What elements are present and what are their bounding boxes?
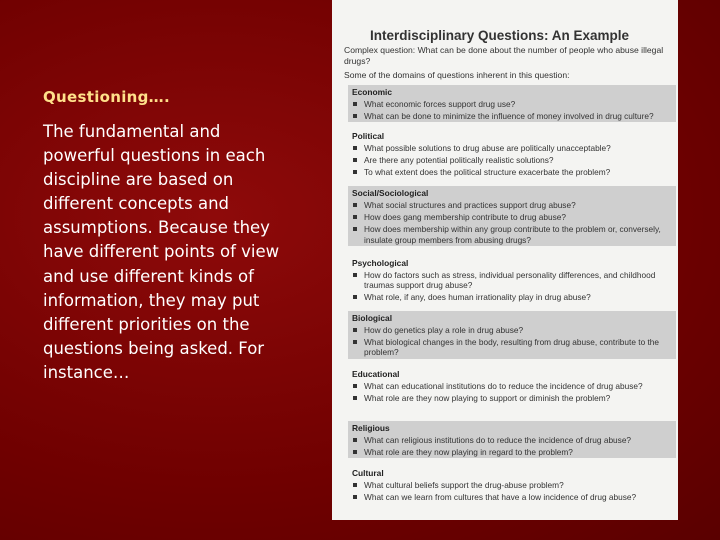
section-social bbox=[348, 186, 676, 246]
bullet-icon bbox=[353, 450, 357, 454]
question-item: What role are they now playing in regard to the problem? bbox=[348, 446, 676, 458]
section-title: Economic bbox=[352, 87, 393, 97]
bullet-icon bbox=[353, 295, 357, 299]
section-title: Cultural bbox=[352, 468, 384, 478]
question-item: Are there any potential politically realistic solutions? bbox=[348, 154, 676, 166]
question-item: What economic forces support drug use? bbox=[348, 98, 676, 110]
section-political bbox=[348, 129, 676, 179]
question-item: What role, if any, does human irrationality play in drug abuse? bbox=[348, 291, 676, 303]
question-item: What role are they now playing to support or diminish the problem? bbox=[348, 392, 676, 404]
bullet-icon bbox=[353, 438, 357, 442]
scanned-example-page bbox=[332, 0, 678, 520]
question-item: How does gang membership contribute to drug abuse? bbox=[348, 211, 676, 223]
question-item: How do factors such as stress, individual personality differences, and childhood traumas support drug abuse? bbox=[348, 269, 676, 291]
question-item: What possible solutions to drug abuse are politically unacceptable? bbox=[348, 142, 676, 154]
bullet-icon bbox=[353, 170, 357, 174]
complex-question: Complex question: What can be done about the number of people who abuse illegal drugs? bbox=[344, 45, 664, 66]
page-title: Interdisciplinary Questions: An Example bbox=[370, 28, 630, 43]
section-cultural bbox=[348, 466, 676, 503]
bullet-icon bbox=[353, 102, 357, 106]
section-title: Educational bbox=[352, 369, 400, 379]
question-item: What can be done to minimize the influence of money involved in drug culture? bbox=[348, 110, 676, 122]
question-item: How does membership within any group contribute to the problem or, conversely, insulate group members from abusing drugs? bbox=[348, 223, 676, 245]
bullet-icon bbox=[353, 215, 357, 219]
question-item: What can we learn from cultures that have a low incidence of drug abuse? bbox=[348, 491, 676, 503]
section-psychological bbox=[348, 256, 676, 304]
section-educational bbox=[348, 367, 676, 404]
slide-body-text: The fundamental and powerful questions in each discipline are based on different concepts and assumptions. Because they have different points of view and use different kinds of information, they may put different priorities on the questions being asked. For instance… bbox=[43, 122, 280, 382]
section-title: Political bbox=[352, 131, 385, 141]
question-item: What can educational institutions do to reduce the incidence of drug abuse? bbox=[348, 380, 676, 392]
question-item: What can religious institutions do to reduce the incidence of drug abuse? bbox=[348, 434, 676, 446]
bullet-icon bbox=[353, 495, 357, 499]
bullet-icon bbox=[353, 396, 357, 400]
bullet-icon bbox=[353, 483, 357, 487]
section-title: Social/Sociological bbox=[352, 188, 429, 198]
section-title: Religious bbox=[352, 423, 390, 433]
question-item: How do genetics play a role in drug abuse? bbox=[348, 324, 676, 336]
bullet-icon bbox=[353, 227, 357, 231]
section-title: Psychological bbox=[352, 258, 409, 268]
bullet-icon bbox=[353, 273, 357, 277]
section-economic bbox=[348, 85, 676, 122]
section-title: Biological bbox=[352, 313, 393, 323]
left-text-panel bbox=[43, 88, 283, 385]
bullet-icon bbox=[353, 158, 357, 162]
domains-intro: Some of the domains of questions inherent in this question: bbox=[344, 70, 570, 80]
question-item: What social structures and practices support drug abuse? bbox=[348, 199, 676, 211]
question-item: What cultural beliefs support the drug-abuse problem? bbox=[348, 479, 676, 491]
section-religious bbox=[348, 421, 676, 458]
bullet-icon bbox=[353, 328, 357, 332]
bullet-icon bbox=[353, 384, 357, 388]
slide-heading: Questioning…. bbox=[43, 88, 170, 106]
bullet-icon bbox=[353, 203, 357, 207]
bullet-icon bbox=[353, 114, 357, 118]
question-item: What biological changes in the body, resulting from drug abuse, contribute to the problem? bbox=[348, 336, 676, 358]
section-biological bbox=[348, 311, 676, 359]
bullet-icon bbox=[353, 146, 357, 150]
bullet-icon bbox=[353, 340, 357, 344]
question-item: To what extent does the political structure exacerbate the problem? bbox=[348, 166, 676, 178]
